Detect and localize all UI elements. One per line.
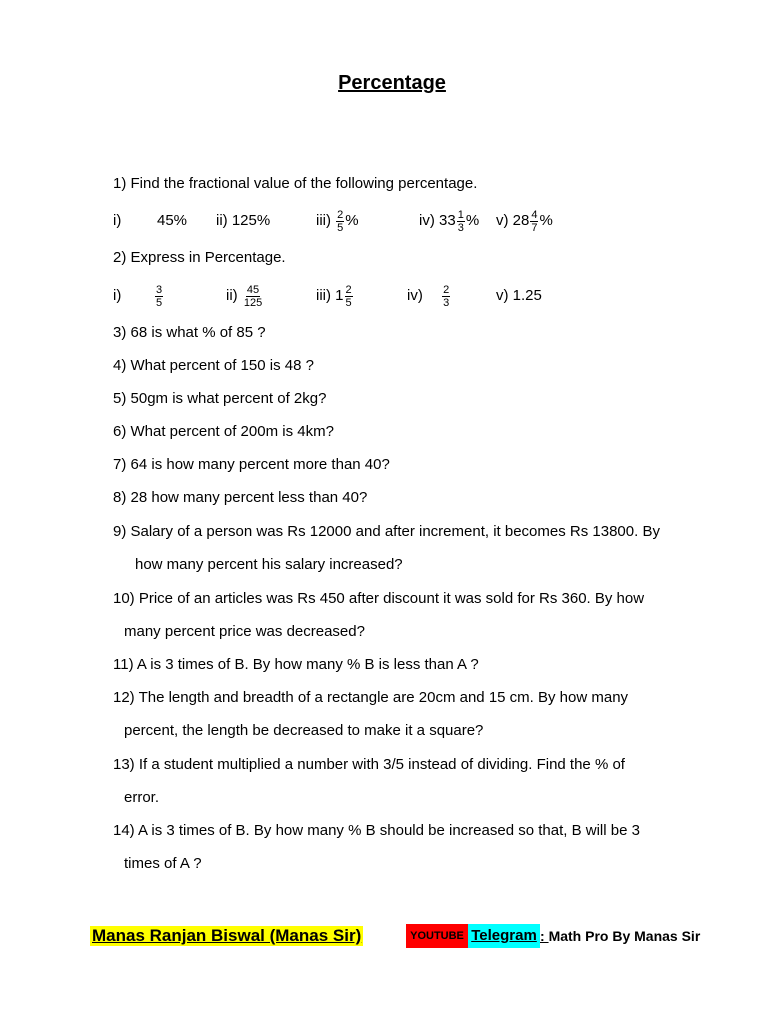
q2-i-fraction: $\frac{3}{5}$ [156,283,163,309]
q2-option-i-label: i) [113,287,122,304]
q2-option-iii: iii) 1 $\frac{2}{5}$ [316,283,352,309]
youtube-label: YOUTUBE [406,924,468,948]
q1-iv-fraction: $\frac{1}{3}$ [457,208,464,234]
question-14: 14) A is 3 times of B. By how many % B should be increased so that, B will be 3 [113,822,640,839]
question-3: 3) 68 is what % of 85 ? [113,324,266,341]
telegram-label: Telegram [468,924,540,948]
q2-option-iv: iv) $\frac{2}{3}$ [407,283,450,309]
question-13: 13) If a student multiplied a number with 3/5 instead of dividing. Find the % of [113,756,625,773]
q2-option-i [154,279,164,313]
question-11: 11) A is 3 times of B. By how many % B is less than A ? [113,656,479,673]
q2-iv-fraction: $\frac{2}{3}$ [443,283,450,309]
question-6: 6) What percent of 200m is 4km? [113,423,334,440]
q1-option-i-label: i) [113,212,122,229]
question-8: 8) 28 how many percent less than 40? [113,489,368,506]
question-9: 9) Salary of a person was Rs 12000 and after increment, it becomes Rs 13800. By [113,523,660,540]
question-5: 5) 50gm is what percent of 2kg? [113,390,327,407]
q2-iii-fraction: $\frac{2}{5}$ [345,283,352,309]
page-title: Percentage [338,72,446,94]
question-12-continued: percent, the length be decreased to make it a square? [124,722,484,739]
question-10-continued: many percent price was decreased? [124,623,365,640]
q1-option-i-value: 45% [157,212,188,229]
question-12: 12) The length and breadth of a rectangle are 20cm and 15 cm. By how many [113,689,629,706]
q1-option-ii: ii) 125% [216,212,271,229]
q2-ii-fraction: $\frac{45}{125}$ [243,283,263,309]
q1-option-iii: iii) $\frac{2}{5}$ % [316,208,359,234]
question-1: 1) Find the fractional value of the following percentage. [113,175,478,192]
question-2: 2) Express in Percentage. [113,249,286,266]
question-9-continued: how many percent his salary increased? [135,556,403,573]
question-14-continued: times of A ? [124,855,202,872]
q1-iii-fraction: $\frac{2}{5}$ [337,208,344,234]
q2-option-ii: ii) $\frac{45}{125}$ [226,283,263,309]
channel-title: Math Pro By Manas Sir [548,928,701,944]
question-13-continued: error. [124,789,160,806]
q1-option-v: v) 28 $\frac{4}{7}$ % [496,208,553,234]
q1-v-fraction: $\frac{4}{7}$ [531,208,538,234]
question-7: 7) 64 is how many percent more than 40? [113,456,390,473]
question-10: 10) Price of an articles was Rs 450 after discount it was sold for Rs 360. By how [113,590,645,607]
channel-name [540,928,700,944]
author-name: Manas Ranjan Biswal (Manas Sir) [92,926,362,945]
q2-option-v: v) 1.25 [496,287,542,304]
q1-option-iv: iv) 33 $\frac{1}{3}$ % [419,208,480,234]
question-4: 4) What percent of 150 is 48 ? [113,357,314,374]
channel-separator: : [540,928,549,944]
